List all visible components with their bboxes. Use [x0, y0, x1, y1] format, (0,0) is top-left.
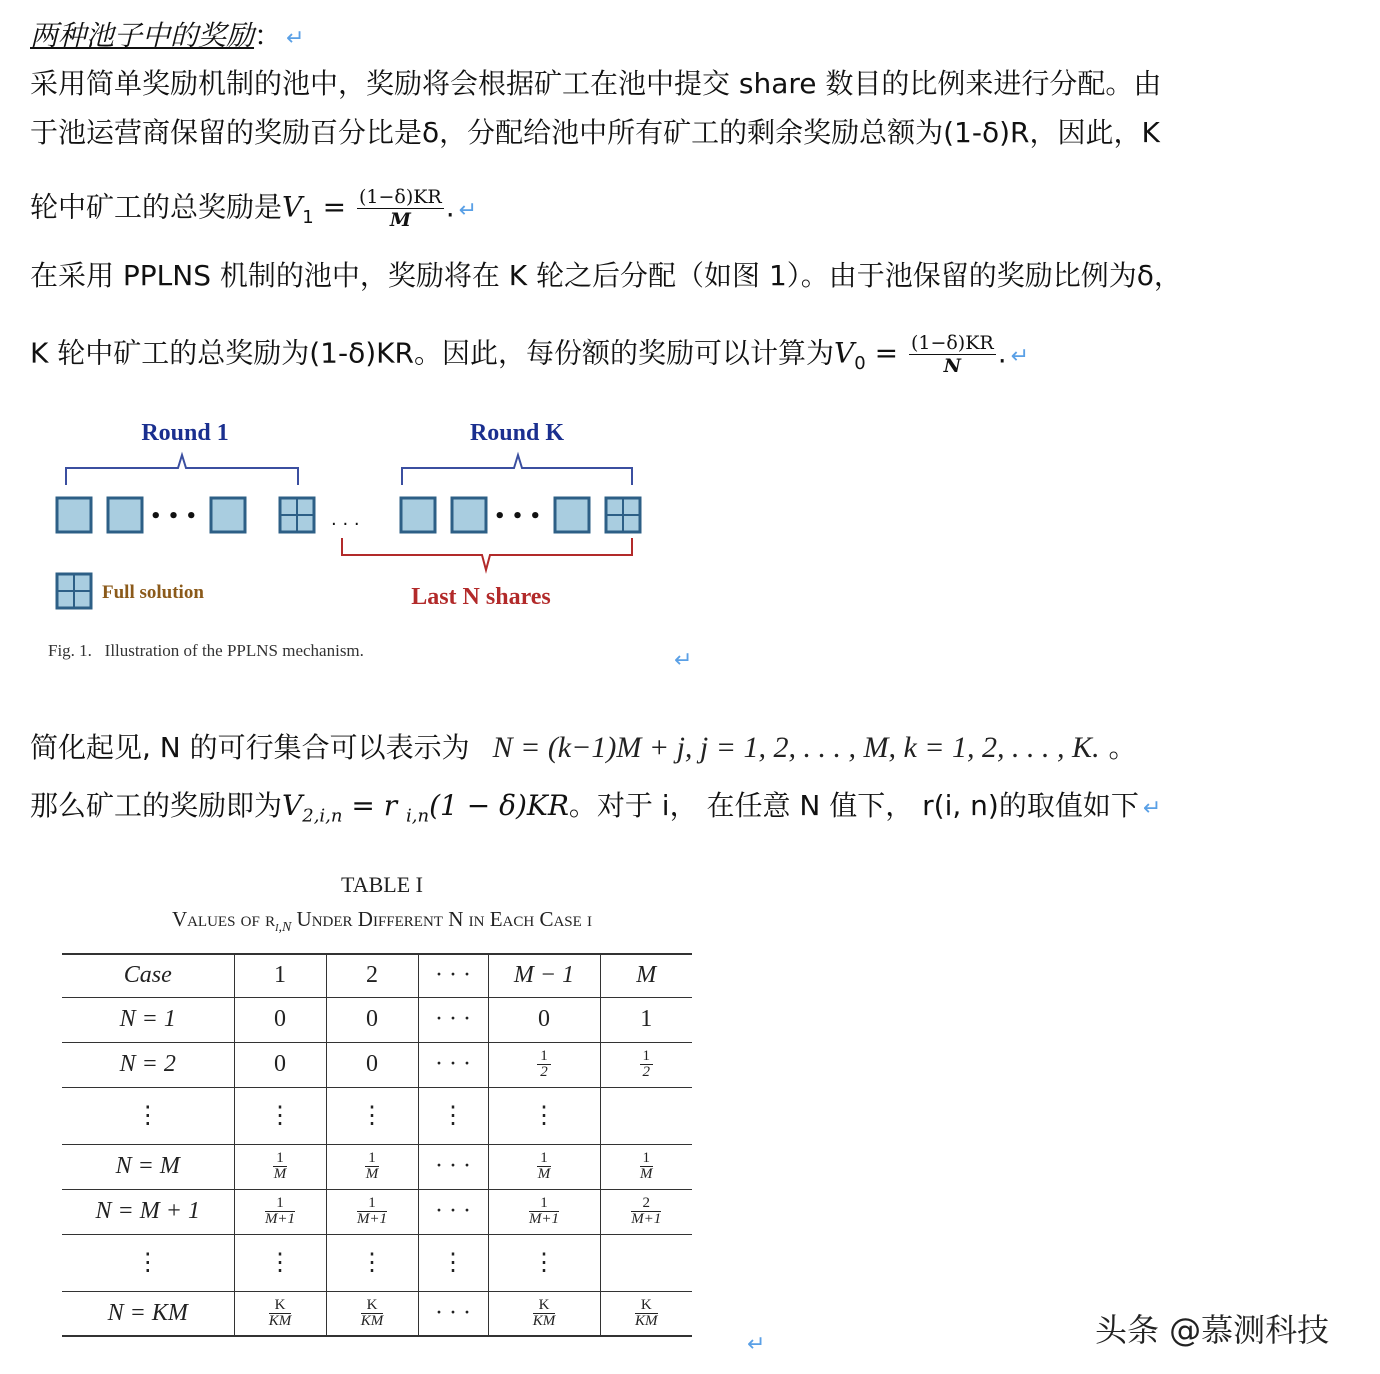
table-cell: · · · [418, 1189, 488, 1234]
fraction-cell [326, 1189, 418, 1234]
legend-label: Full solution [102, 582, 204, 603]
para3 [30, 730, 1137, 766]
pplns-figure [40, 410, 680, 680]
fraction [631, 1196, 661, 1227]
table-cell: ⋮ [135, 1250, 160, 1276]
table-cell: N = 2 [119, 1051, 176, 1077]
fraction-denominator: M+1 [264, 1211, 296, 1227]
table-subtitle-sub: i,N [275, 920, 292, 936]
share-block [452, 498, 486, 532]
fraction-cell [234, 1189, 326, 1234]
table-cell: 0 [234, 1042, 326, 1087]
para1-line3-text: 轮中矿工的总奖励是 [30, 190, 283, 224]
table-subtitle-rest: Under Different N in Each Case i [291, 907, 593, 931]
table-cell: ⋮ [418, 1234, 488, 1291]
table-header-cell: Case [123, 962, 172, 989]
round1-label: Round 1 [141, 420, 229, 446]
table-cell: ⋮ [488, 1234, 600, 1291]
table-cell: 1 [600, 997, 692, 1042]
share-block [555, 498, 589, 532]
fraction [635, 1298, 658, 1329]
ellipsis-between-rounds: · · · [331, 514, 360, 535]
para3-text: 简化起见, N 的可行集合可以表示为 [30, 731, 470, 764]
table-header-cell: M − 1 [488, 954, 600, 997]
table-cell: 0 [488, 997, 600, 1042]
fraction-denominator: M+1 [528, 1211, 560, 1227]
fraction-denominator: 2 [642, 1064, 650, 1080]
roundK-brace [402, 455, 632, 485]
fraction-cell [488, 1291, 600, 1336]
formula-v2-eq: = r [342, 789, 407, 822]
fraction-cell [488, 1042, 600, 1087]
table-cell: ⋮ [135, 1103, 160, 1129]
fraction-numerator: K [533, 1298, 556, 1314]
fraction [537, 1151, 551, 1182]
formula-v2-rest: (1 − δ)KR [429, 789, 569, 822]
fraction-cell [234, 1291, 326, 1336]
fraction [273, 1151, 287, 1182]
formula-v1-eq: = [313, 190, 355, 224]
fraction-denominator: 2 [540, 1064, 548, 1080]
table-row [62, 1144, 692, 1189]
table-row [62, 1234, 692, 1291]
fraction-numerator: 2 [631, 1196, 661, 1212]
return-mark-icon: ↵ [286, 26, 305, 51]
formula-v2-var: V [282, 789, 303, 822]
formula-v0-eq: = [865, 336, 907, 370]
table-row [62, 1189, 692, 1234]
table-row [62, 1042, 692, 1087]
table-header-cell: M [600, 954, 692, 997]
table-cell: 0 [326, 1042, 418, 1087]
fraction-cell [488, 1189, 600, 1234]
fraction-numerator: 1 [640, 1151, 654, 1167]
ellipsis-roundK: • • • [494, 506, 542, 527]
fraction-numerator: K [361, 1298, 384, 1314]
fraction-numerator: 1 [265, 1196, 295, 1212]
fraction-denominator: M+1 [356, 1211, 388, 1227]
fraction-numerator: 1 [537, 1151, 551, 1167]
fraction [265, 1196, 295, 1227]
table-cell: ⋮ [326, 1234, 418, 1291]
fraction [533, 1298, 556, 1329]
fraction-denominator: M+1 [631, 1211, 662, 1227]
fraction-numerator: K [635, 1298, 658, 1314]
formula-v0-denominator: N [943, 355, 962, 377]
table-cell: ⋮ [234, 1087, 326, 1144]
para2-line1: 在采用 PPLNS 机制的池中，奖励将在 K 轮之后分配（如图 1）。由于池保留的奖励比例为δ， [30, 259, 1182, 292]
para1-line1: 采用简单奖励机制的池中，奖励将会根据矿工在池中提交 share 数目的比例来进行分配。由 [30, 67, 1162, 100]
formula-v2-sub2: i,n [406, 805, 430, 827]
return-mark-icon: ↵ [674, 648, 693, 673]
fraction [640, 1049, 654, 1080]
formula-v0-numerator: (1−δ)KR [910, 332, 994, 354]
table-header-cell: 1 [234, 954, 326, 997]
table-cell: ⋮ [418, 1087, 488, 1144]
formula-v1-fraction [357, 186, 444, 231]
fraction [361, 1298, 384, 1329]
return-mark-icon: ↵ [1010, 343, 1030, 369]
fraction-denominator: M [365, 1166, 379, 1182]
para4-text: 那么矿工的奖励即为 [30, 789, 283, 822]
share-block [108, 498, 142, 532]
formula-v1-sub: 1 [302, 207, 314, 229]
fraction-cell [326, 1291, 418, 1336]
fraction-numerator: 1 [273, 1151, 287, 1167]
table-row [62, 1291, 692, 1336]
fraction [269, 1298, 292, 1329]
table-cell [600, 1087, 692, 1144]
section-heading-line [30, 18, 304, 57]
ellipsis-round1: • • • [150, 506, 198, 527]
feasible-set-formula: N = (k−1)M + j, j = 1, 2, . . . , M, k = 1, 2, . . . , K. [492, 731, 1100, 764]
table-cell: · · · [418, 1291, 488, 1336]
fraction-numerator: 1 [537, 1049, 551, 1065]
watermark: 头条 @慕测科技 [1095, 1311, 1330, 1349]
formula-v0-sub: 0 [854, 353, 866, 375]
figure-caption: Fig. 1. Illustration of the PPLNS mechanism. [48, 641, 364, 660]
fraction-numerator: 1 [357, 1196, 387, 1212]
table-cell: · · · [418, 997, 488, 1042]
para1-line3 [30, 186, 477, 236]
fraction-numerator: K [269, 1298, 292, 1314]
fraction-denominator: M [273, 1166, 287, 1182]
table-cell: ⋮ [488, 1087, 600, 1144]
table-row [62, 997, 692, 1042]
last-n-brace [342, 538, 632, 570]
table-cell: ⋮ [326, 1087, 418, 1144]
table-subtitle [62, 907, 702, 936]
table-cell: · · · [418, 1042, 488, 1087]
formula-v2-sub: 2,i,n [302, 805, 343, 827]
formula-v0-var: V [833, 336, 855, 370]
fraction-denominator: M [640, 1166, 653, 1182]
fraction [537, 1049, 551, 1080]
table-cell: ⋮ [234, 1234, 326, 1291]
fraction-numerator: 1 [365, 1151, 379, 1167]
table-cell: N = M [115, 1153, 180, 1179]
table-header-cell: · · · [418, 954, 488, 997]
table-cell: N = M + 1 [95, 1198, 200, 1224]
fraction-denominator: KM [635, 1312, 658, 1329]
fraction-cell [600, 1144, 692, 1189]
fraction [640, 1151, 654, 1182]
share-block [401, 498, 435, 532]
fraction-denominator: KM [532, 1312, 556, 1329]
table-header-cell: 2 [326, 954, 418, 997]
fraction [529, 1196, 559, 1227]
table-row [62, 1087, 692, 1144]
formula-v1-numerator: (1−δ)KR [358, 186, 442, 208]
para4 [30, 788, 1161, 835]
para3-end: 。 [1108, 731, 1137, 764]
table-cell: 0 [326, 997, 418, 1042]
section-heading: 两种池子中的奖励 [30, 19, 255, 52]
formula-v0-fraction [909, 332, 996, 377]
fraction-denominator: M [537, 1166, 551, 1182]
para2-line2 [30, 332, 1029, 382]
round1-brace [66, 455, 298, 485]
para1-line2: 于池运营商保留的奖励百分比是δ，分配给池中所有矿工的剩余奖励总额为(1-δ)R，因此，K [30, 116, 1160, 149]
fraction-cell [600, 1291, 692, 1336]
return-mark-icon: ↵ [458, 197, 478, 223]
last-n-shares-label: Last N shares [411, 584, 551, 610]
share-block [211, 498, 245, 532]
para4-text2: 。对于 i， 在任意 N 值下， r(i, n)的取值如下 [568, 789, 1139, 822]
fraction-numerator: 1 [640, 1049, 654, 1065]
table-subtitle-text: Values of r [171, 907, 276, 931]
para2-line2-text: K 轮中矿工的总奖励为(1-δ)KR。因此，每份额的奖励可以计算为 [30, 336, 834, 370]
table-title: TABLE I [341, 872, 423, 897]
fraction-cell [326, 1144, 418, 1189]
table-cell: N = 1 [119, 1006, 176, 1032]
fraction-numerator: 1 [529, 1196, 559, 1212]
fraction [365, 1151, 379, 1182]
fraction-cell [488, 1144, 600, 1189]
fraction-denominator: KM [268, 1312, 292, 1329]
return-mark-icon: ↵ [747, 1332, 766, 1357]
values-table [62, 953, 692, 1337]
fraction-denominator: KM [360, 1312, 384, 1329]
fraction-cell [234, 1144, 326, 1189]
fraction-cell [600, 1042, 692, 1087]
formula-v1-var: V [282, 190, 303, 224]
table-cell [600, 1234, 692, 1291]
fraction [357, 1196, 387, 1227]
share-block [57, 498, 91, 532]
return-mark-icon: ↵ [1142, 796, 1162, 821]
table-cell: N = KM [107, 1299, 188, 1326]
roundK-label: Round K [469, 420, 565, 446]
formula-v0-end: . [997, 336, 1007, 370]
table-header-row [62, 954, 692, 997]
heading-colon: ： [254, 19, 283, 52]
formula-v1-denominator: M [389, 209, 411, 231]
formula-v1-end: . [445, 190, 455, 224]
fraction-cell [600, 1189, 692, 1234]
table-cell: 0 [234, 997, 326, 1042]
table-cell: · · · [418, 1144, 488, 1189]
